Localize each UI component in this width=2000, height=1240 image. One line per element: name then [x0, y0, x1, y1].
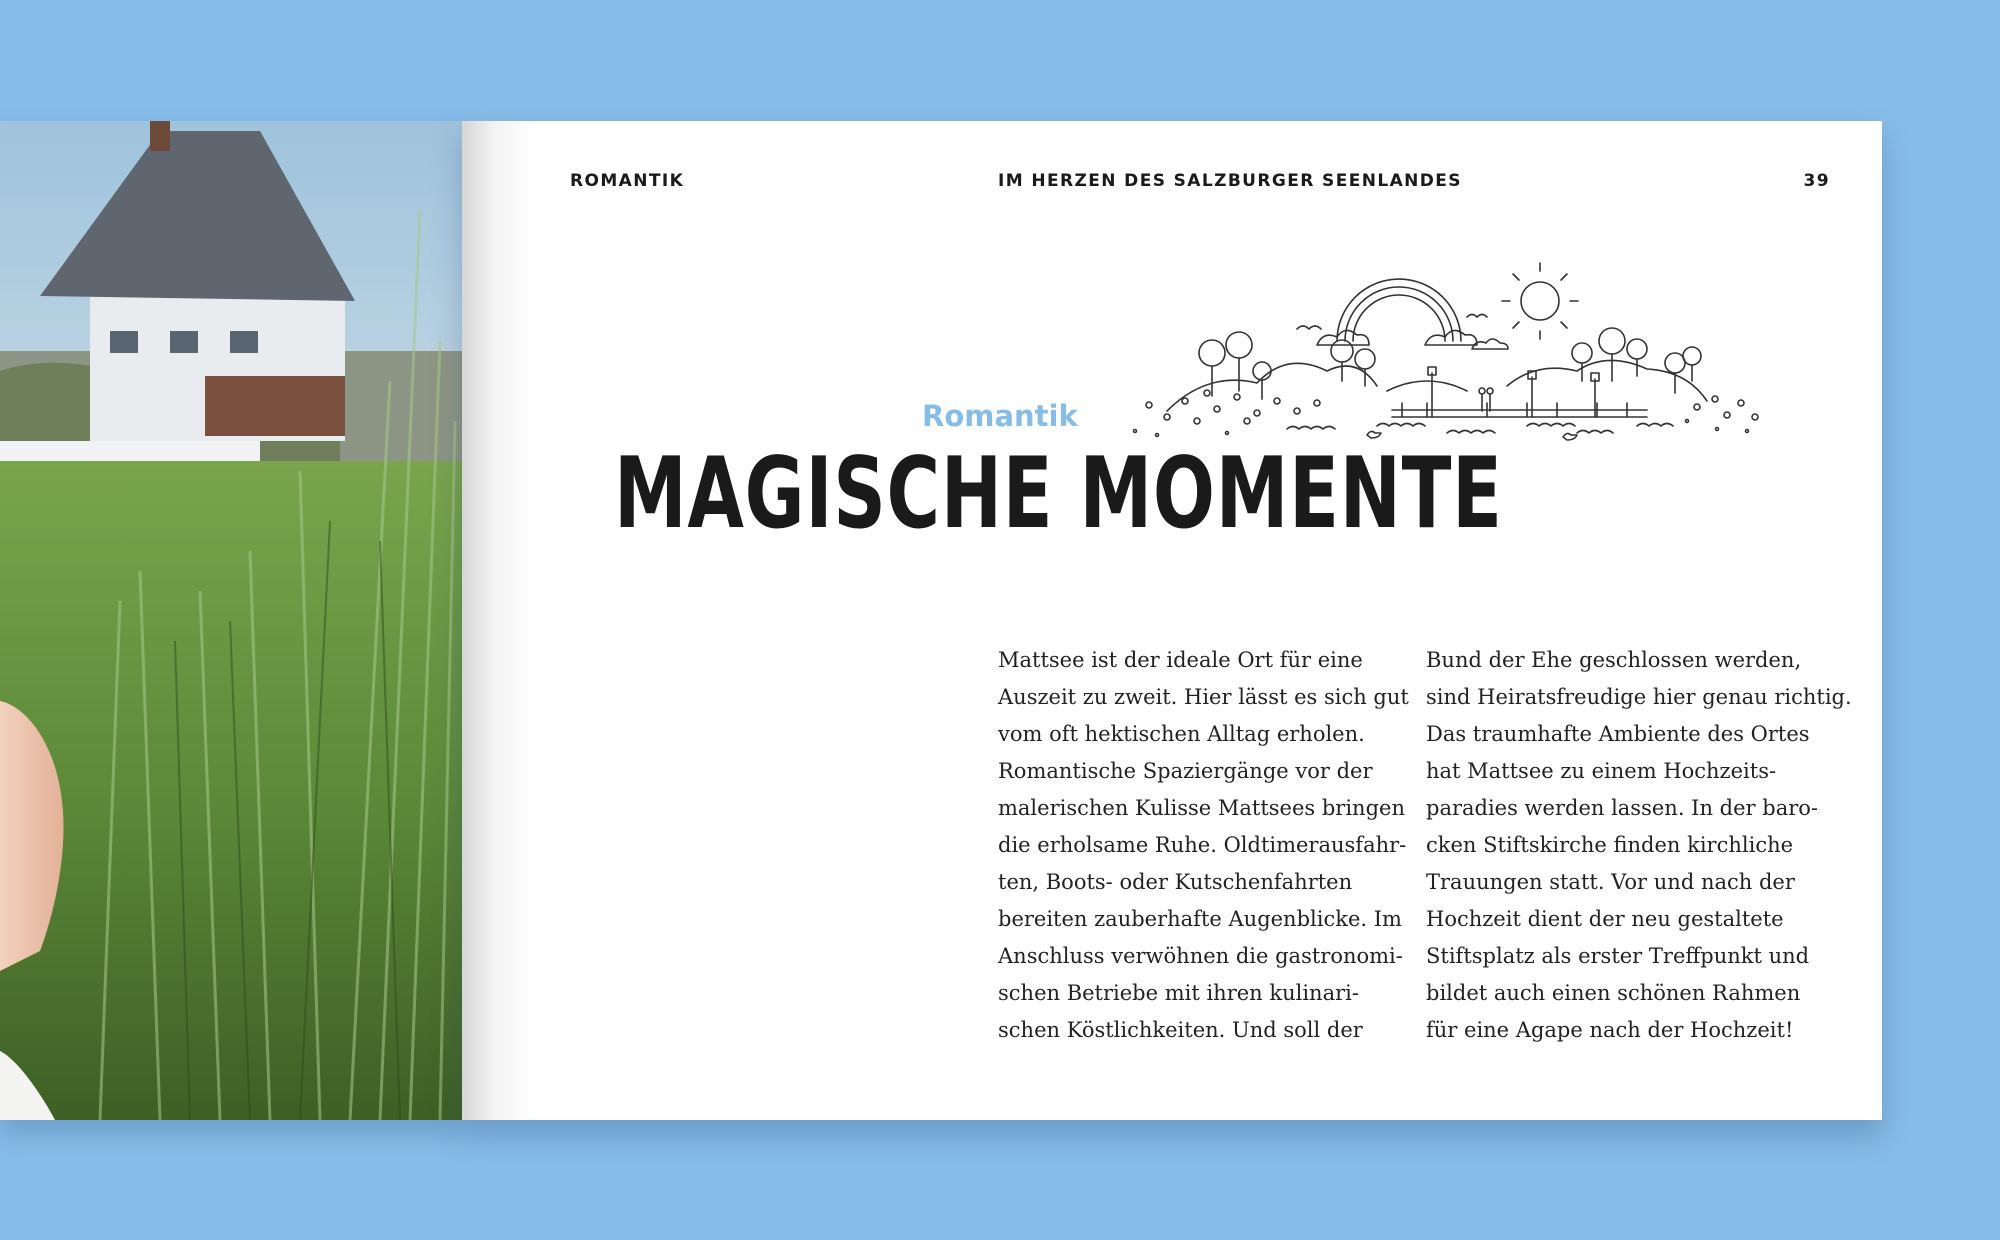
headline: MAGISCHE MOMENTE	[614, 437, 1503, 551]
section-kicker: Romantik	[922, 399, 1078, 433]
body-line: schen Betriebe mit ihren kulinari-	[998, 981, 1359, 1005]
body-line: Auszeit zu zweit. Hier lässt es sich gut	[998, 685, 1409, 709]
body-line: Romantische Spaziergänge vor der	[998, 759, 1373, 783]
text-page	[462, 121, 1882, 1120]
body-column-left	[998, 642, 1426, 1049]
body-line: hat Mattsee zu einem Hochzeits-	[1426, 759, 1777, 783]
body-line: paradies werden lassen. In der baro-	[1426, 796, 1818, 820]
body-line: die erholsame Ruhe. Oldtimerausfahr-	[998, 833, 1407, 857]
page-number: 39	[1803, 171, 1830, 191]
body-line: cken Stiftskirche finden kirchliche	[1426, 833, 1794, 857]
body-line: Mattsee ist der ideale Ort für eine	[998, 648, 1363, 672]
body-line: für eine Agape nach der Hochzeit!	[1426, 1018, 1794, 1042]
body-line: vom oft hektischen Alltag erholen.	[998, 722, 1365, 746]
running-header-section: ROMANTIK	[570, 171, 685, 191]
body-line: bereiten zauberhafte Augenblicke. Im	[998, 907, 1402, 931]
wedding-photo	[0, 121, 462, 1120]
body-line: Hochzeit dient der neu gestaltete	[1426, 907, 1784, 931]
lakeside-landscape-line-art-icon	[1127, 221, 1767, 441]
body-line: Anschluss verwöhnen die gastronomi-	[998, 944, 1403, 968]
body-line: malerischen Kulisse Mattsees bringen	[998, 796, 1405, 820]
body-line: Stiftsplatz als erster Treffpunkt und	[1426, 944, 1810, 968]
body-line: Bund der Ehe geschlossen werden,	[1426, 648, 1802, 672]
body-line: Trauungen statt. Vor und nach der	[1426, 870, 1795, 894]
photo-page	[0, 121, 462, 1120]
body-line: bildet auch einen schönen Rahmen	[1426, 981, 1801, 1005]
body-line: ten, Boots- oder Kutschenfahrten	[998, 870, 1353, 894]
body-line: Das traumhafte Ambiente des Ortes	[1426, 722, 1810, 746]
running-header-title: IM HERZEN DES SALZBURGER SEENLANDES	[998, 171, 1462, 191]
body-line: schen Köstlichkeiten. Und soll der	[998, 1018, 1363, 1042]
body-line: sind Heiratsfreudige hier genau richtig.	[1426, 685, 1852, 709]
gutter-shadow	[462, 121, 532, 1120]
body-column-right	[1426, 642, 1854, 1049]
